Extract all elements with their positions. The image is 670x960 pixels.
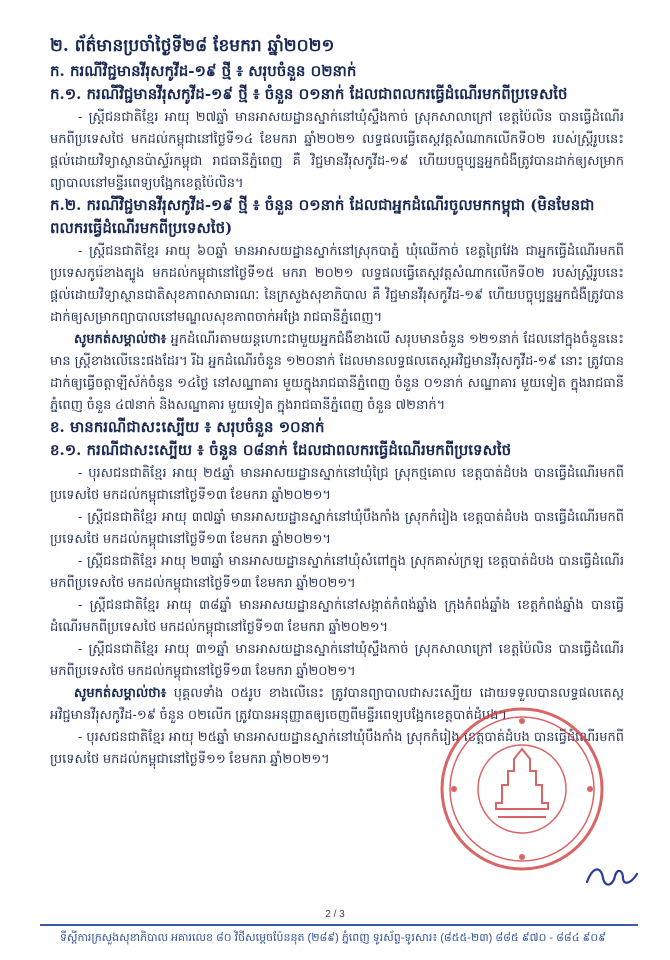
official-seal-icon (438, 705, 606, 873)
recovery-item: - បុរសជនជាតិខ្មែរ អាយុ ២៥ឆ្នាំ មានអាសយដ្ឋានស្នាក់នៅឃុំបឹងកាំង ស្រុកកំរៀង ខេត្តបាត់ដំបង បានធ្វើដំណើរមកពីប្រទេសថៃ មកដល់កម្ពុជានៅថ្ងៃទី១១ ខែមករា ឆ្នាំ២០២១។ (50, 729, 624, 766)
section-a2-title: ក.២. ករណីវិជ្ជមានវីរុសកូវីដ-១៩ ថ្មី ៖ ចំនួន ០១នាក់ ដែលជាអ្នកដំណើរចូលមកកម្ពុជា (មិនមែនជាពលករធ្វើដំណើរមកពីប្រទេសថៃ) (50, 196, 595, 237)
section-a1-title: ក.១. ករណីវិជ្ជមានវីរុសកូវីដ-១៩ ថ្មី ៖ ចំនួន ០១នាក់ ដែលជាពលករធ្វើដំណើរមកពីប្រទេសថៃ (50, 85, 568, 103)
signature-icon (583, 862, 643, 892)
footer-address: ទីស្តីការក្រសួងសុខាភិបាល អគារលេខ ៨០ វិថីសម្តេចប៉ែននុត (២៨៩) ភ្នំពេញ ទូរស័ព្ទ-ទូរសារ៖ (៨៥៥-២៣) ៨៨៥ ៩៧០ - ៨៨៤ ៩០៩ (60, 932, 606, 944)
note-text: អ្នកដំណើរតាមយន្តហោះជាមួយអ្នកជំងឺខាងលើ សរុបមានចំនួន ១២១នាក់ ដែលនៅក្នុងចំនួននេះមាន ស្ត្រីខាងលើនេះផងដែរ។ រីឯ អ្នកដំណើរចំនួន ១២០នាក់ ដែលមានលទ្ធផលតេស្តអវិជ្ជមានវីរុសកូវីដ-១៩ នោះ ត្រូវបានដាក់ឲ្យធ្វើចត្តាឡីស័ក់ចំនួន ១៤ថ្ងៃ នៅសណ្ឋាគារ មួយក្នុងរាជធានីភ្នំពេញ ចំនួន ០១នាក់ សណ្ឋាគារ មួយទៀត ក្នុងរាជធានីភ្នំពេញ ចំនួន ៤៧នាក់ និងសណ្ឋាគារ មួយទៀត ក្នុងរាជធានីភ្នំពេញ ចំនួន ៧២នាក់។ (50, 331, 624, 412)
note-label: សូមកត់សម្គាល់ថា៖ (74, 685, 167, 700)
section-b-title: ខ. មានករណីជាសះស្បើយ ៖ សរុបចំនួន ១០នាក់ (50, 418, 325, 436)
note-label: សូមកត់សម្គាល់ថា៖ (74, 331, 167, 346)
page-number: 2 / 3 (325, 909, 345, 920)
page-heading: ២. ព័ត៌មានប្រចាំថ្ងៃទី២៨ ខែមករា ឆ្នាំ២០២១ (50, 36, 335, 56)
section-a-title: ក. ករណីវិជ្ជមានវីរុសកូវីដ-១៩ ថ្មី ៖ សរុបចំនួន ០២នាក់ (50, 62, 357, 80)
section-a1-text: - ស្ត្រីជនជាតិខ្មែរ អាយុ ២៧ឆ្នាំ មានអាសយដ្ឋានស្នាក់នៅឃុំស្ទឹងកាច់ ស្រុកសាលាក្រៅ ខេត្តប៉ៃលិន បានធ្វើដំណើរមកពីប្រទេសថៃ មកដល់កម្ពុជានៅថ្ងៃទី១៤ ខែមករា ឆ្នាំ២០២១ លទ្ធផលធ្វើតេស្តវត្តសំណាកលើកទី០២ របស់ស្ត្រីរូបនេះ ផ្តល់ដោយវិទ្យាស្ថានប៉ាស្ទ័រកម្ពុជា រាជធានីភ្នំពេញ គឺ វិជ្ជមានវីរុសកូវីដ-១៩ ហើយបច្ចុប្បន្នអ្នកជំងឺត្រូវបានដាក់ឲ្យសម្រាកព្យាបាលនៅមន្ទីរពេទ្យបង្អែកខេត្តប៉ៃលិន។ (50, 109, 624, 190)
section-a2-note (50, 328, 624, 416)
note-text: បុគ្គលទាំង ០៥រូប ខាងលើនេះ ត្រូវបានព្យាបាលជាសះស្បើយ ដោយទទួលបានលទ្ធផលតេស្ត អវិជ្ជមានវីរុសកូវីដ-១៩ ចំនួន ០២លើក ត្រូវបានអនុញ្ញាតឲ្យចេញពីមន្ទីរពេទ្យបង្អែកខេត្តបាត់ដំបង។ (50, 685, 624, 722)
recovery-item: - ស្ត្រីជនជាតិខ្មែរ អាយុ ៣៨ឆ្នាំ មានអាសយដ្ឋានស្នាក់នៅសង្កាត់កំពង់ឆ្នាំង ក្រុងកំពង់ឆ្នាំង ខេត្តកំពង់ឆ្នាំង បានធ្វើដំណើរមកពីប្រទេសថៃ មកដល់កម្ពុជានៅថ្ងៃទី១៣ ខែមករា ឆ្នាំ២០២១។ (50, 597, 624, 634)
recovery-item: - ស្ត្រីជនជាតិខ្មែរ អាយុ ៣១ឆ្នាំ មានអាសយដ្ឋានស្នាក់នៅឃុំស្ទឹងកាច់ ស្រុកសាលាក្រៅ ខេត្តប៉ៃលិន បានធ្វើដំណើរមកពីប្រទេសថៃ មកដល់កម្ពុជានៅថ្ងៃទី១៣ ខែមករា ឆ្នាំ២០២១។ (50, 641, 624, 678)
section-b1-title: ខ.១. ករណីជាសះស្បើយ ៖ ចំនួន ០៨នាក់ ដែលជាពលករធ្វើដំណើរមកពីប្រទេសថៃ (50, 441, 512, 459)
footer-divider (40, 924, 638, 926)
recovery-item: - ស្ត្រីជនជាតិខ្មែរ អាយុ ៣៧ឆ្នាំ មានអាសយដ្ឋានស្នាក់នៅឃុំបឹងកាំង ស្រុកកំរៀង ខេត្តបាត់ដំបង បានធ្វើដំណើរមកពីប្រទេសថៃ មកដល់កម្ពុជានៅថ្ងៃទី១៣ ខែមករា ឆ្នាំ២០២១។ (50, 509, 624, 546)
section-a2-text: - ស្ត្រីជនជាតិខ្មែរ អាយុ ៦០ឆ្នាំ មានអាសយដ្ឋានស្នាក់នៅស្រុកបាភ្នំ ឃុំឈើកាច់ ខេត្តព្រៃវែង ជាអ្នកធ្វើដំណើរមកពីប្រទេសកូរ៉េខាងត្បូង មកដល់កម្ពុជានៅថ្ងៃទី១៥ មករា ២០២១ លទ្ធផលធ្វើតេស្តវត្តសំណាកលើកទី០២ របស់ស្ត្រីរូបនេះ ផ្តល់ដោយវិទ្យាស្ថានជាតិសុខភាពសាធារណៈ នៃក្រសួងសុខាភិបាល គឺ វិជ្ជមានវីរុសកូវីដ-១៩ ហើយបច្ចុប្បន្នអ្នកជំងឺត្រូវបានដាក់ឲ្យសម្រាកព្យាបាលនៅមណ្ឌលសុខភាពចាក់អង្រែ រាជធានីភ្នំពេញ។ (50, 243, 624, 324)
recovery-item: - បុរសជនជាតិខ្មែរ អាយុ ២៥ឆ្នាំ មានអាសយដ្ឋានស្នាក់នៅឃុំជ្រៃ ស្រុកថ្មគោល ខេត្តបាត់ដំបង បានធ្វើដំណើរមកពីប្រទេសថៃ មកដល់កម្ពុជានៅថ្ងៃទី១៣ ខែមករា ឆ្នាំ២០២១។ (50, 465, 624, 502)
recovery-item: - ស្ត្រីជនជាតិខ្មែរ អាយុ ២៣ឆ្នាំ មានអាសយដ្ឋានស្នាក់នៅឃុំសំពៅក្នុង ស្រុកគាស់ក្រឡ ខេត្តបាត់ដំបង បានធ្វើដំណើរមកពីប្រទេសថៃ មកដល់កម្ពុជានៅថ្ងៃទី១៣ ខែមករា ឆ្នាំ២០២១។ (50, 553, 624, 590)
